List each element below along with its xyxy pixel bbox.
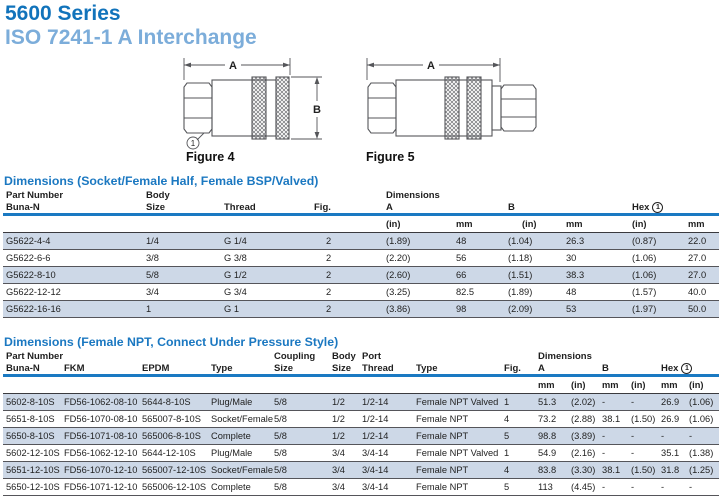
cell-b-mm: 26.3 xyxy=(563,233,629,250)
cell-hex-mm: 26.9 xyxy=(658,411,686,428)
cell-body-size: 1 xyxy=(143,301,221,318)
cell-thread: G 1/2 xyxy=(221,267,309,284)
table-row xyxy=(3,233,719,250)
cell-hex-in: (1.06) xyxy=(686,394,719,411)
table-row xyxy=(3,301,719,318)
cell-type: Complete xyxy=(208,428,271,445)
cell-a-mm: 54.9 xyxy=(535,445,568,462)
cell-buna: 5650-12-10S xyxy=(3,479,61,496)
cell-a-mm: 98.8 xyxy=(535,428,568,445)
col-header-body: Body xyxy=(332,351,356,362)
cell-body-size: 1/2 xyxy=(329,428,359,445)
figure5-dim-a-label: A xyxy=(427,60,435,72)
cell-fig: 2 xyxy=(309,250,383,267)
cell-hex-mm: 22.0 xyxy=(685,233,719,250)
cell-fig: 1 xyxy=(501,394,535,411)
cell-b-mm: 38.1 xyxy=(599,462,628,479)
unit-label: mm xyxy=(535,376,568,394)
footnote-1-icon: 1 xyxy=(652,202,663,213)
cell-a-in: (2.60) xyxy=(383,267,453,284)
table2-body xyxy=(3,376,719,496)
unit-label: mm xyxy=(685,215,719,233)
cell-hex-in: (0.87) xyxy=(629,233,685,250)
cell-port-thread: 1/2-14 xyxy=(359,411,413,428)
cell-hex-mm: - xyxy=(658,428,686,445)
col-header-fig: Fig. xyxy=(501,362,535,376)
col-header-fig: Fig. xyxy=(309,201,383,215)
cell-body-size: 1/2 xyxy=(329,411,359,428)
cell-fkm: FD56-1070-08-10 xyxy=(61,411,139,428)
cell-hex-in: - xyxy=(686,428,719,445)
cell-a-mm: 82.5 xyxy=(453,284,505,301)
cell-fig: 1 xyxy=(501,445,535,462)
cell-fkm: FD56-1070-12-10 xyxy=(61,462,139,479)
figure5-male-hex xyxy=(501,85,536,131)
cell-fig: 5 xyxy=(501,479,535,496)
footnote-1-icon: 1 xyxy=(681,363,692,374)
cell-a-in: (2.88) xyxy=(568,411,599,428)
cell-type: Plug/Male xyxy=(208,445,271,462)
cell-a-mm: 98 xyxy=(453,301,505,318)
cell-fig: 4 xyxy=(501,411,535,428)
col-header-body: Body xyxy=(146,190,170,201)
col-header-a: A xyxy=(383,201,453,215)
col-header-buna: Buna-N xyxy=(3,201,143,215)
figure4-knurl-band xyxy=(276,77,289,139)
cell-port-type: Female NPT xyxy=(413,462,501,479)
npt-connect-under-pressure-table xyxy=(3,350,719,496)
cell-fkm: FD56-1062-08-10 xyxy=(61,394,139,411)
unit-label: (in) xyxy=(628,376,658,394)
cell-b-mm: 30 xyxy=(563,250,629,267)
cell-part-number: G5622-4-4 xyxy=(3,233,143,250)
table1-header xyxy=(3,189,719,215)
cell-body-size: 5/8 xyxy=(143,267,221,284)
cell-hex-mm: 35.1 xyxy=(658,445,686,462)
table-row xyxy=(3,411,719,428)
unit-label: (in) xyxy=(383,215,453,233)
col-header-part-number: Part Number xyxy=(6,190,64,201)
table-row xyxy=(3,394,719,411)
cell-port-type: Female NPT xyxy=(413,411,501,428)
cell-epdm: 565006-8-10S xyxy=(139,428,208,445)
cell-part-number: G5622-6-6 xyxy=(3,250,143,267)
page-header xyxy=(5,2,257,50)
cell-b-in: (1.18) xyxy=(505,250,563,267)
cell-port-type: Female NPT xyxy=(413,479,501,496)
cell-b-in: (1.51) xyxy=(505,267,563,284)
cell-fig: 5 xyxy=(501,428,535,445)
figure5 xyxy=(352,54,542,150)
figure5-neck xyxy=(492,86,501,130)
cell-b-mm: - xyxy=(599,445,628,462)
col-header-hex xyxy=(658,362,689,376)
cell-fkm: FD56-1071-08-10 xyxy=(61,428,139,445)
cell-hex-mm: 27.0 xyxy=(685,250,719,267)
cell-hex-mm: 50.0 xyxy=(685,301,719,318)
table-row xyxy=(3,250,719,267)
cell-a-mm: 56 xyxy=(453,250,505,267)
cell-coupling-size: 5/8 xyxy=(271,411,329,428)
cell-buna: 5650-8-10S xyxy=(3,428,61,445)
cell-body-size: 1/4 xyxy=(143,233,221,250)
col-header-thread: Thread xyxy=(359,362,413,376)
table1-units-row xyxy=(3,215,719,233)
figure5-drawing xyxy=(352,54,542,150)
table1-body xyxy=(3,215,719,318)
cell-fig: 2 xyxy=(309,267,383,284)
col-header-coupling-size: Size xyxy=(271,362,329,376)
cell-coupling-size: 5/8 xyxy=(271,479,329,496)
cell-hex-mm: - xyxy=(658,479,686,496)
cell-b-mm: - xyxy=(599,428,628,445)
cell-b-in: (2.09) xyxy=(505,301,563,318)
cell-port-type: Female NPT xyxy=(413,428,501,445)
cell-a-mm: 66 xyxy=(453,267,505,284)
cell-b-in: (1.50) xyxy=(628,411,658,428)
cell-b-mm: 38.3 xyxy=(563,267,629,284)
cell-a-in: (3.30) xyxy=(568,462,599,479)
cell-hex-in: (1.57) xyxy=(629,284,685,301)
table-row xyxy=(3,479,719,496)
cell-coupling-size: 5/8 xyxy=(271,445,329,462)
cell-buna: 5602-8-10S xyxy=(3,394,61,411)
col-header-type: Type xyxy=(208,362,271,376)
cell-a-mm: 83.8 xyxy=(535,462,568,479)
cell-hex-in: (1.06) xyxy=(686,411,719,428)
col-header-hex-label: Hex xyxy=(632,202,650,213)
cell-hex-mm: 27.0 xyxy=(685,267,719,284)
cell-hex-mm: 31.8 xyxy=(658,462,686,479)
cell-hex-in: (1.38) xyxy=(686,445,719,462)
cell-body-size: 3/8 xyxy=(143,250,221,267)
cell-b-mm: - xyxy=(599,479,628,496)
unit-label: mm xyxy=(453,215,505,233)
cell-b-in: (1.50) xyxy=(628,462,658,479)
cell-b-in: - xyxy=(628,428,658,445)
cell-b-mm: - xyxy=(599,394,628,411)
cell-body-size: 3/4 xyxy=(329,479,359,496)
cell-hex-in: (1.06) xyxy=(629,267,685,284)
col-header-b: B xyxy=(505,201,563,215)
figure4 xyxy=(176,54,334,150)
cell-hex-mm: 40.0 xyxy=(685,284,719,301)
cell-a-in: (4.45) xyxy=(568,479,599,496)
cell-part-number: G5622-12-12 xyxy=(3,284,143,301)
cell-a-in: (2.20) xyxy=(383,250,453,267)
cell-b-mm: 38.1 xyxy=(599,411,628,428)
cell-hex-in: (1.25) xyxy=(686,462,719,479)
cell-type: Socket/Female xyxy=(208,411,271,428)
table-row xyxy=(3,428,719,445)
figure4-knurl-band xyxy=(252,77,266,139)
cell-hex-mm: 26.9 xyxy=(658,394,686,411)
unit-label: (in) xyxy=(629,215,685,233)
cell-part-number: G5622-8-10 xyxy=(3,267,143,284)
cell-epdm: 5644-8-10S xyxy=(139,394,208,411)
unit-label: (in) xyxy=(505,215,563,233)
cell-body-size: 1/2 xyxy=(329,394,359,411)
figure4-dim-a-label: A xyxy=(229,60,237,72)
cell-thread: G 1 xyxy=(221,301,309,318)
cell-port-thread: 3/4-14 xyxy=(359,479,413,496)
col-header-dimensions: Dimensions xyxy=(538,351,592,362)
figure5-caption: Figure 5 xyxy=(366,150,415,164)
page-title: 5600 Series xyxy=(5,2,121,25)
cell-b-mm: 48 xyxy=(563,284,629,301)
cell-buna: 5602-12-10S xyxy=(3,445,61,462)
cell-hex-in: (1.97) xyxy=(629,301,685,318)
figure5-knurl-band xyxy=(467,77,481,139)
cell-port-type: Female NPT Valved xyxy=(413,445,501,462)
cell-a-in: (3.89) xyxy=(568,428,599,445)
col-header-hex xyxy=(629,201,685,215)
cell-hex-in: (1.06) xyxy=(629,250,685,267)
figure4-hex-nut xyxy=(184,83,212,133)
unit-label: mm xyxy=(599,376,628,394)
cell-thread: G 3/4 xyxy=(221,284,309,301)
cell-fkm: FD56-1071-12-10 xyxy=(61,479,139,496)
cell-a-in: (3.25) xyxy=(383,284,453,301)
cell-thread: G 1/4 xyxy=(221,233,309,250)
cell-epdm: 565007-12-10S xyxy=(139,462,208,479)
cell-body-size: 3/4 xyxy=(329,445,359,462)
cell-b-in: - xyxy=(628,445,658,462)
cell-fig: 2 xyxy=(309,233,383,250)
col-header-size: Size xyxy=(143,201,221,215)
table2-title: Dimensions (Female NPT, Connect Under Pressure Style) xyxy=(4,335,339,349)
cell-a-mm: 113 xyxy=(535,479,568,496)
col-header-b: B xyxy=(599,362,628,376)
cell-body-size: 3/4 xyxy=(329,462,359,479)
cell-fig: 2 xyxy=(309,284,383,301)
cell-type: Complete xyxy=(208,479,271,496)
unit-label: (in) xyxy=(568,376,599,394)
cell-port-thread: 1/2-14 xyxy=(359,428,413,445)
cell-a-in: (1.89) xyxy=(383,233,453,250)
cell-b-mm: 53 xyxy=(563,301,629,318)
cell-a-in: (3.86) xyxy=(383,301,453,318)
figure5-knurl-band xyxy=(445,77,459,139)
figure5-hex-nut xyxy=(368,83,396,133)
cell-port-type: Female NPT Valved xyxy=(413,394,501,411)
cell-b-in: (1.04) xyxy=(505,233,563,250)
cell-a-mm: 73.2 xyxy=(535,411,568,428)
col-header-buna: Buna-N xyxy=(3,362,61,376)
unit-label: (in) xyxy=(686,376,719,394)
cell-buna: 5651-12-10S xyxy=(3,462,61,479)
cell-buna: 5651-8-10S xyxy=(3,411,61,428)
page-subtitle: ISO 7241-1 A Interchange xyxy=(5,26,257,49)
col-header-fkm: FKM xyxy=(61,362,139,376)
table1-title: Dimensions (Socket/Female Half, Female BSP/Valved) xyxy=(4,174,319,188)
cell-hex-in: - xyxy=(686,479,719,496)
table-row xyxy=(3,462,719,479)
col-header-coupling: Coupling xyxy=(274,351,316,362)
unit-label: mm xyxy=(563,215,629,233)
table2-units-row xyxy=(3,376,719,394)
table-row xyxy=(3,267,719,284)
cell-epdm: 565007-8-10S xyxy=(139,411,208,428)
cell-part-number: G5622-16-16 xyxy=(3,301,143,318)
col-header-hex-label: Hex xyxy=(661,363,679,374)
col-header-body-size: Size xyxy=(329,362,359,376)
cell-fkm: FD56-1062-12-10 xyxy=(61,445,139,462)
col-header-dimensions: Dimensions xyxy=(386,190,440,201)
cell-b-in: - xyxy=(628,479,658,496)
cell-epdm: 565006-12-10S xyxy=(139,479,208,496)
cell-coupling-size: 5/8 xyxy=(271,462,329,479)
cell-thread: G 3/8 xyxy=(221,250,309,267)
cell-fig: 2 xyxy=(309,301,383,318)
cell-b-in: (1.89) xyxy=(505,284,563,301)
cell-type: Plug/Male xyxy=(208,394,271,411)
cell-coupling-size: 5/8 xyxy=(271,394,329,411)
col-header-part-number: Part Number xyxy=(6,351,64,362)
cell-a-in: (2.02) xyxy=(568,394,599,411)
col-header-thread: Thread xyxy=(221,201,309,215)
cell-port-thread: 3/4-14 xyxy=(359,445,413,462)
cell-a-mm: 48 xyxy=(453,233,505,250)
col-header-port: Port xyxy=(362,351,382,362)
figure4-drawing xyxy=(176,54,334,150)
table-row xyxy=(3,284,719,301)
unit-label: mm xyxy=(658,376,686,394)
table2-header xyxy=(3,350,719,376)
cell-fig: 4 xyxy=(501,462,535,479)
col-header-a: A xyxy=(535,362,568,376)
cell-type: Socket/Female xyxy=(208,462,271,479)
figure4-callout-label: 1 xyxy=(190,139,196,148)
cell-a-mm: 51.3 xyxy=(535,394,568,411)
cell-port-thread: 3/4-14 xyxy=(359,462,413,479)
figure4-dim-b-label: B xyxy=(313,104,321,116)
cell-coupling-size: 5/8 xyxy=(271,428,329,445)
cell-body-size: 3/4 xyxy=(143,284,221,301)
table-row xyxy=(3,445,719,462)
cell-a-in: (2.16) xyxy=(568,445,599,462)
bsp-valved-table xyxy=(3,189,719,318)
col-header-epdm: EPDM xyxy=(139,362,208,376)
figure4-caption: Figure 4 xyxy=(186,150,235,164)
cell-b-in: - xyxy=(628,394,658,411)
cell-epdm: 5644-12-10S xyxy=(139,445,208,462)
cell-port-thread: 1/2-14 xyxy=(359,394,413,411)
col-header-type2: Type xyxy=(413,362,501,376)
